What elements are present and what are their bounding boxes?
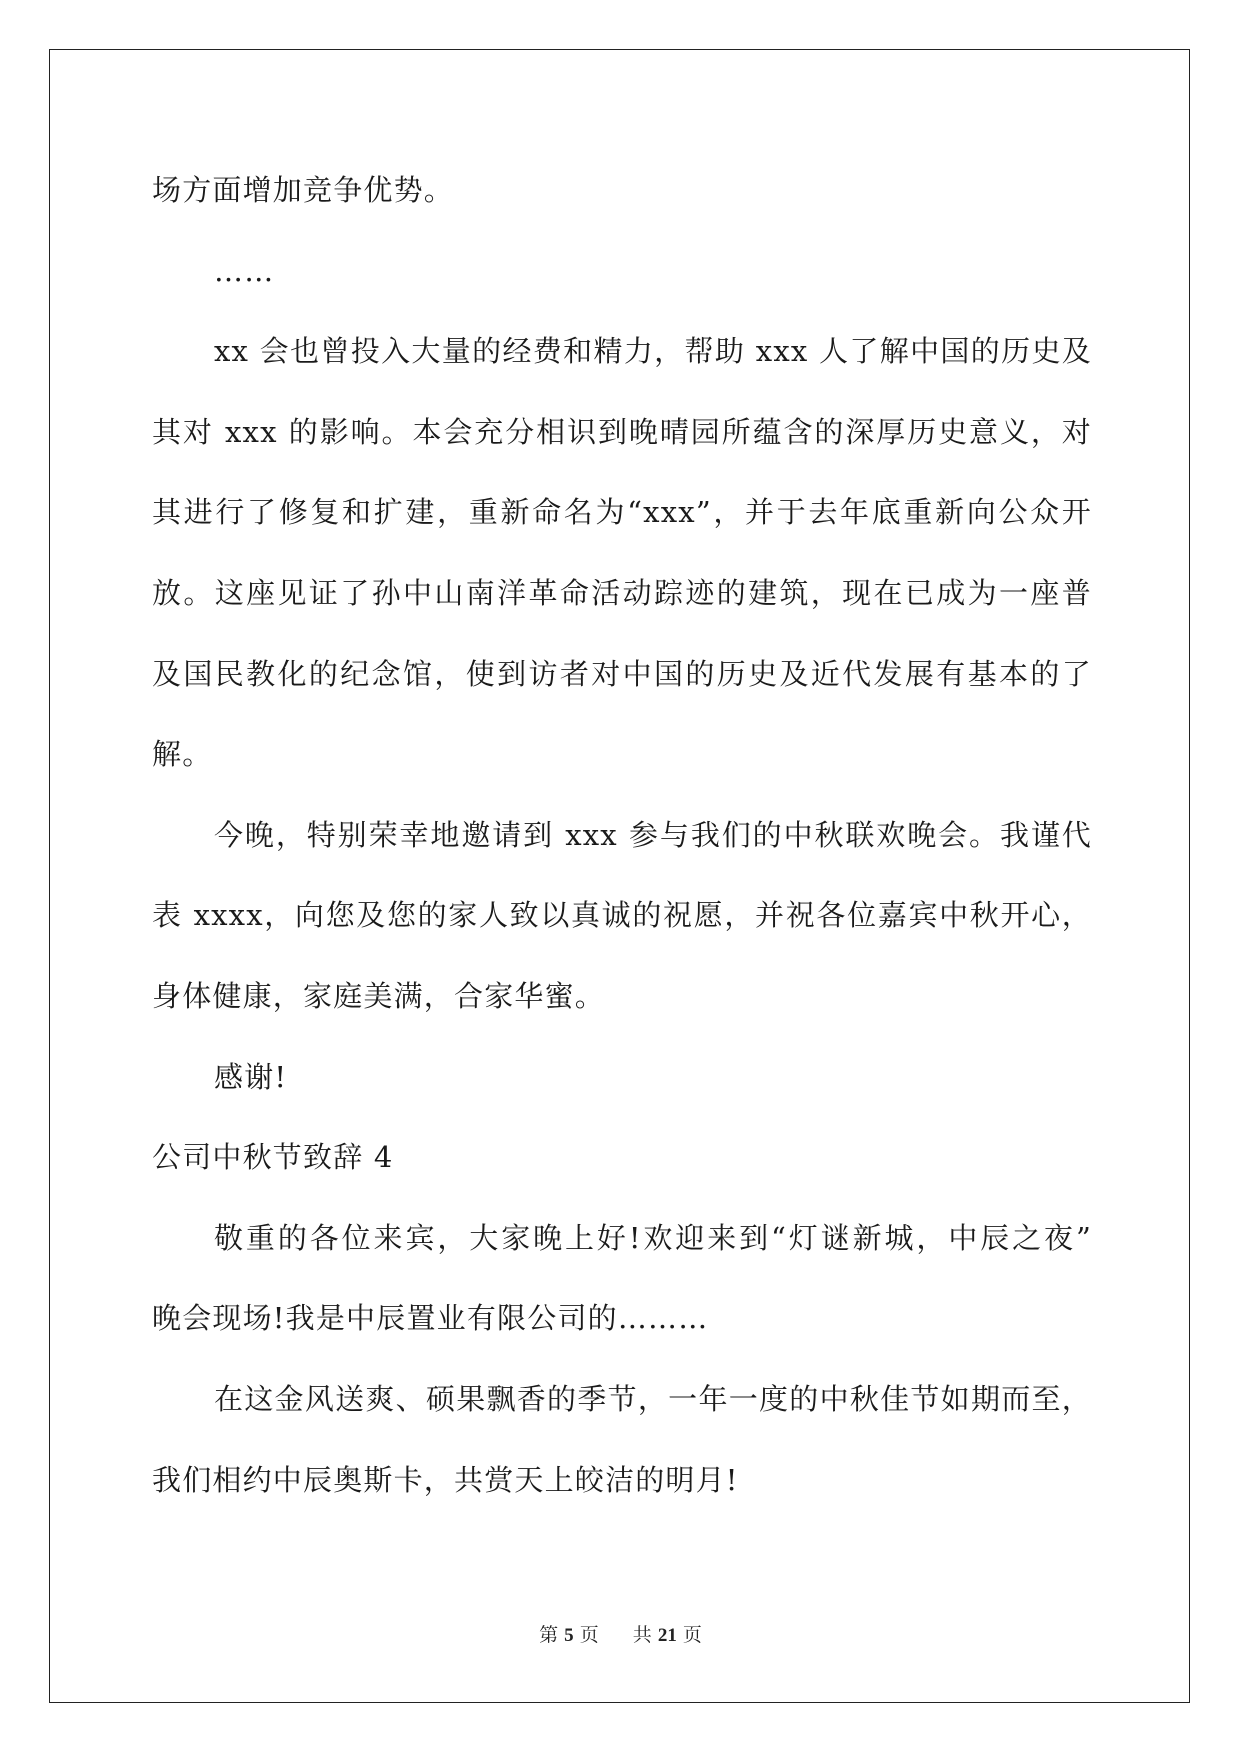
paragraph-line: 在这金风送爽、硕果飘香的季节，一年一度的中秋佳节如期而至， [214,1381,1092,1416]
paragraph-line: 解。 [152,737,213,772]
paragraph-line: 敬重的各位来宾，大家晚上好!欢迎来到“灯谜新城，中辰之夜” [214,1220,1092,1255]
paragraph-line: 表 xxxx，向您及您的家人致以真诚的祝愿，并祝各位嘉宾中秋开心， [152,898,1092,933]
paragraph-line: 晚会现场!我是中辰置业有限公司的……… [152,1301,709,1336]
paragraph-line: 今晚，特别荣幸地邀请到 xxx 参与我们的中秋联欢晚会。我谨代 [214,817,1092,852]
paragraph-line: 我们相约中辰奥斯卡，共赏天上皎洁的明月! [152,1462,739,1497]
paragraph-line: 其对 xxx 的影响。本会充分相识到晚晴园所蕴含的深厚历史意义，对 [152,414,1092,449]
paragraph-line: xx 会也曾投入大量的经费和精力，帮助 xxx 人了解中国的历史及 [214,334,1092,369]
section-heading: 公司中秋节致辞 4 [152,1140,394,1175]
footer-page-unit: 页 [579,1624,599,1646]
footer-total-prefix: 共 [632,1624,652,1646]
document-body [152,150,1092,1520]
current-page-number: 5 [564,1625,574,1646]
paragraph-line: 场方面增加竞争优势。 [152,173,455,207]
footer-total-unit: 页 [682,1624,702,1646]
paragraph-line: 感谢! [214,1059,288,1094]
paragraph-line: 其进行了修复和扩建，重新命名为“xxx”，并于去年底重新向公众开 [152,495,1092,530]
total-pages-number: 21 [657,1625,677,1646]
page-footer [0,1620,1241,1647]
footer-prefix: 第 [539,1624,559,1646]
paragraph-line: 放。这座见证了孙中山南洋革命活动踪迹的建筑，现在已成为一座普 [152,575,1092,610]
paragraph-line: …… [214,253,275,288]
paragraph-line: 身体健康，家庭美满，合家华蜜。 [152,978,606,1013]
paragraph-line: 及国民教化的纪念馆，使到访者对中国的历史及近代发展有基本的了 [152,656,1092,691]
